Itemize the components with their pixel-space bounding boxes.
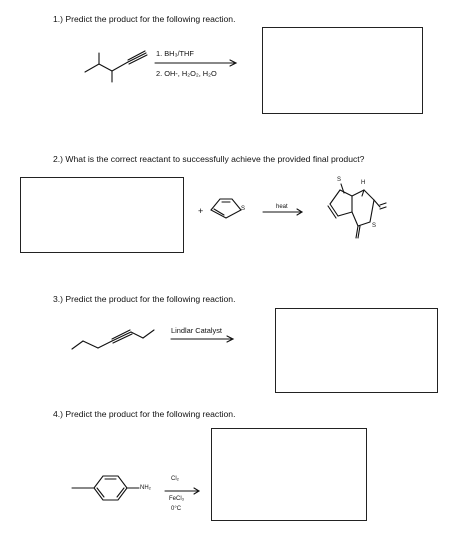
- reaction-2-arrow-label: heat: [276, 204, 288, 210]
- reaction-1-arrow: [155, 60, 236, 66]
- reaction-2-arrow: [263, 209, 302, 215]
- thiophene-sulfur-label: S: [241, 206, 246, 212]
- question-1-prompt: 1.) Predict the product for the following reaction.: [53, 14, 236, 24]
- reaction-4-condition-1: Cl₂: [171, 476, 179, 482]
- reaction-3-condition: Lindlar Catalyst: [171, 326, 222, 335]
- alkyne-structure-3: [72, 330, 154, 349]
- reaction-2-plus: +: [198, 206, 204, 216]
- reaction-4-arrow: [165, 488, 199, 494]
- product-hydrogen-label: H: [361, 180, 366, 186]
- question-3-prompt: 3.) Predict the product for the following reaction.: [53, 294, 236, 304]
- alkyne-structure-1: [85, 51, 147, 82]
- reaction-1-condition-1: 1. BH₃/THF: [156, 49, 194, 58]
- aniline-structure: [72, 476, 139, 500]
- product-sulfur-bridge-label: S: [337, 177, 342, 183]
- reaction-3-arrow: [171, 336, 233, 342]
- question-2-prompt: 2.) What is the correct reactant to successfully achieve the provided final product?: [53, 154, 365, 164]
- bicyclic-product-structure: [328, 184, 386, 238]
- reaction-1-condition-2: 2. OH-, H₂O₂, H₂O: [156, 69, 217, 78]
- question-4-prompt: 4.) Predict the product for the following reaction.: [53, 409, 236, 419]
- reaction-4-condition-2: FeCl₃: [169, 496, 185, 502]
- thiophene-structure: [211, 199, 241, 218]
- product-ring-sulfur-label: S: [372, 223, 377, 229]
- reaction-4-condition-3: 0°C: [171, 506, 182, 512]
- aniline-nh2-label: NH₂: [140, 485, 151, 491]
